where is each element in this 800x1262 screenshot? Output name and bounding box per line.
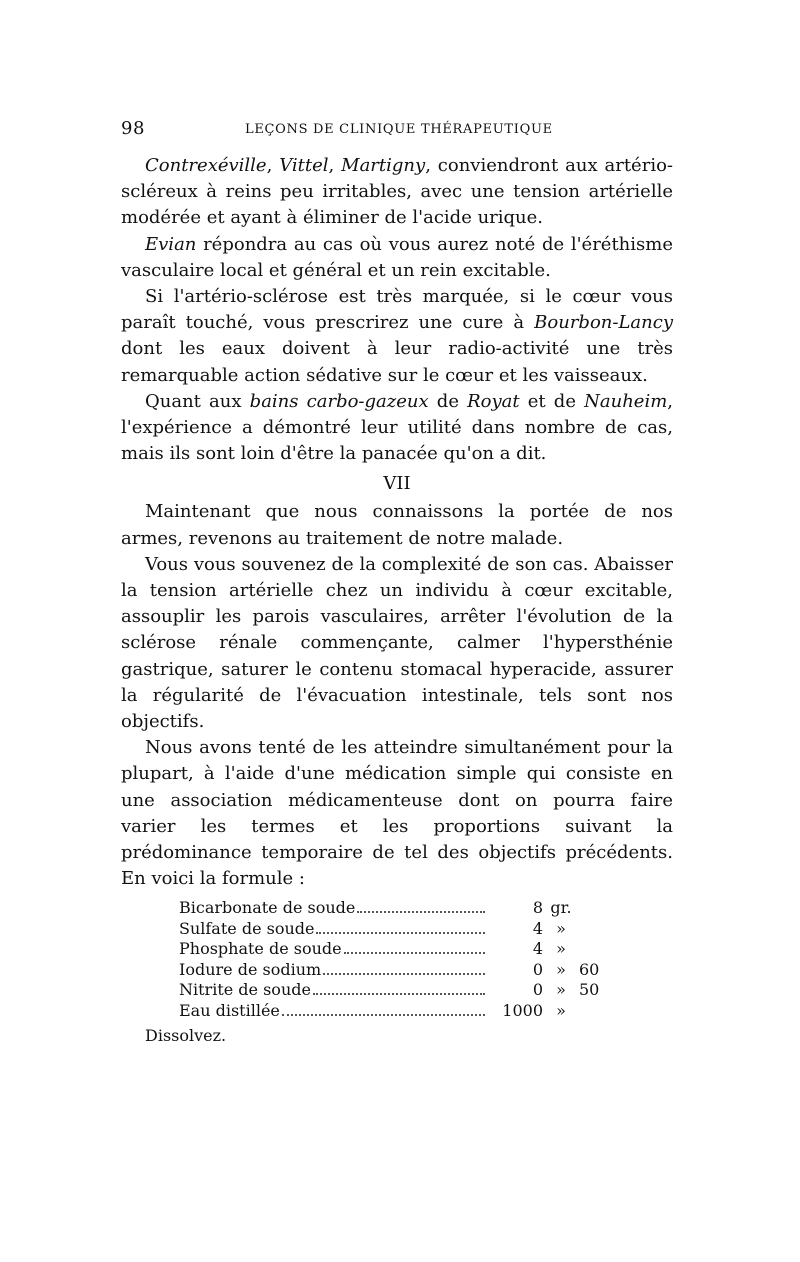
paragraph xyxy=(121,284,673,389)
paragraph xyxy=(121,232,673,284)
paragraph xyxy=(121,153,673,232)
ingredient-unit: » xyxy=(556,1000,566,1020)
text-run: Nous avons tenté de les atteindre simultanément pour la plupart, à l'aide d'une médication simple qui consiste en une association médicamenteuse dont on pourra faire varier les termes et les proportions suivant la prédominance temporaire de tel des objectifs précédents. En voici la formule : xyxy=(121,737,673,890)
ingredient-name: Iodure de sodium xyxy=(179,959,322,979)
text-run: , xyxy=(328,155,342,176)
ingredient-unit: gr. xyxy=(550,898,572,918)
italic-text: Evian xyxy=(145,233,197,255)
italic-text: bains carbo-gazeux xyxy=(249,390,429,412)
paragraph xyxy=(121,389,673,468)
ingredient-name: Sulfate de soude xyxy=(179,918,315,938)
formula-row xyxy=(179,919,619,940)
formula-row xyxy=(179,960,619,981)
ingredient-name: Eau distillée xyxy=(179,1000,280,1020)
paragraph xyxy=(121,552,673,735)
ingredient-quantity: 0 xyxy=(532,980,543,1000)
dot-leader xyxy=(357,911,485,913)
running-head: LEÇONS DE CLINIQUE THÉRAPEUTIQUE xyxy=(245,122,553,137)
text-run: Vous vous souvenez de la complexité de son cas. Abaisser la tension artérielle chez un individu à cœur excitable, assouplir les parois vasculaires, arrêter l'évolution de la sclérose rénale commençante, calmer l'hypersthénie gastrique, saturer le contenu stomacal hyperacide, assurer la régularité de l'évacuation intestinale, tels sont nos objectifs. xyxy=(121,553,673,733)
ingredient-quantity: 0 xyxy=(532,959,543,979)
text-run: de xyxy=(428,390,468,412)
ingredient-quantity: 8 xyxy=(532,898,543,918)
text-run: , xyxy=(266,155,280,176)
dot-leader xyxy=(313,993,485,995)
ingredient-quantity: 4 xyxy=(532,918,543,938)
dot-leader xyxy=(344,952,485,954)
paragraph xyxy=(121,735,673,892)
ingredient-unit: » xyxy=(556,959,566,979)
ingredient-quantity: 1000 xyxy=(502,1000,543,1020)
text-run: et de xyxy=(519,390,585,412)
formula-row xyxy=(179,939,619,960)
text-run: , conviendront aux artério-scléreux à reins peu irritables, avec une tension artérielle modérée et ayant à éliminer de l'acide urique. xyxy=(121,155,673,229)
book-page xyxy=(121,118,673,1047)
body-text xyxy=(121,153,673,892)
text-run: Quant aux xyxy=(145,390,250,412)
italic-text: Nauheim xyxy=(584,390,668,412)
italic-text: Royat xyxy=(467,390,520,412)
ingredient-fraction: 60 xyxy=(579,959,600,979)
dot-leader xyxy=(282,1014,485,1016)
italic-text: Bourbon-Lancy xyxy=(534,312,673,334)
italic-text: Contrexéville xyxy=(145,155,267,176)
italic-text: Martigny xyxy=(341,155,426,176)
paragraph-group-2 xyxy=(121,499,673,892)
paragraph-group-1 xyxy=(121,153,673,467)
prescription-formula xyxy=(121,898,673,1021)
text-run: répondra au cas où vous aurez noté de l'éréthisme vasculaire local et général et un rein excitable. xyxy=(121,233,673,281)
ingredient-name: Phosphate de soude xyxy=(179,939,342,959)
ingredient-name: Bicarbonate de soude xyxy=(179,898,356,918)
text-run: Maintenant que nous connaissons la portée de nos armes, revenons au traitement de notre malade. xyxy=(121,501,673,549)
text-run: , l'expérience a démontré leur utilité dans nombre de cas, mais ils sont loin d'être la panacée qu'on a dit. xyxy=(121,390,674,465)
closing-instruction: Dissolvez. xyxy=(145,1026,227,1046)
dot-leader xyxy=(323,973,485,975)
ingredient-fraction: 50 xyxy=(579,980,600,1000)
page-number: 98 xyxy=(121,118,145,139)
ingredient-quantity: 4 xyxy=(532,939,543,959)
ingredient-unit: » xyxy=(556,980,566,1000)
formula-row xyxy=(179,898,619,919)
ingredient-unit: » xyxy=(556,939,566,959)
text-run: Si l'artério-sclérose est très marquée, si le cœur vous paraît touché, vous prescrirez une cure à xyxy=(121,286,673,334)
paragraph xyxy=(121,499,673,551)
formula-row xyxy=(179,980,619,1001)
text-run: dont les eaux doivent à leur radio-activité une très remarquable action sédative sur le cœur et les vaisseaux. xyxy=(121,338,673,386)
ingredient-unit: » xyxy=(556,918,566,938)
section-heading: VII xyxy=(383,473,411,495)
italic-text: Vittel xyxy=(279,155,329,176)
page-header xyxy=(121,118,673,146)
ingredient-name: Nitrite de soude xyxy=(179,980,311,1000)
formula-row xyxy=(179,1001,619,1022)
dot-leader xyxy=(316,932,485,934)
